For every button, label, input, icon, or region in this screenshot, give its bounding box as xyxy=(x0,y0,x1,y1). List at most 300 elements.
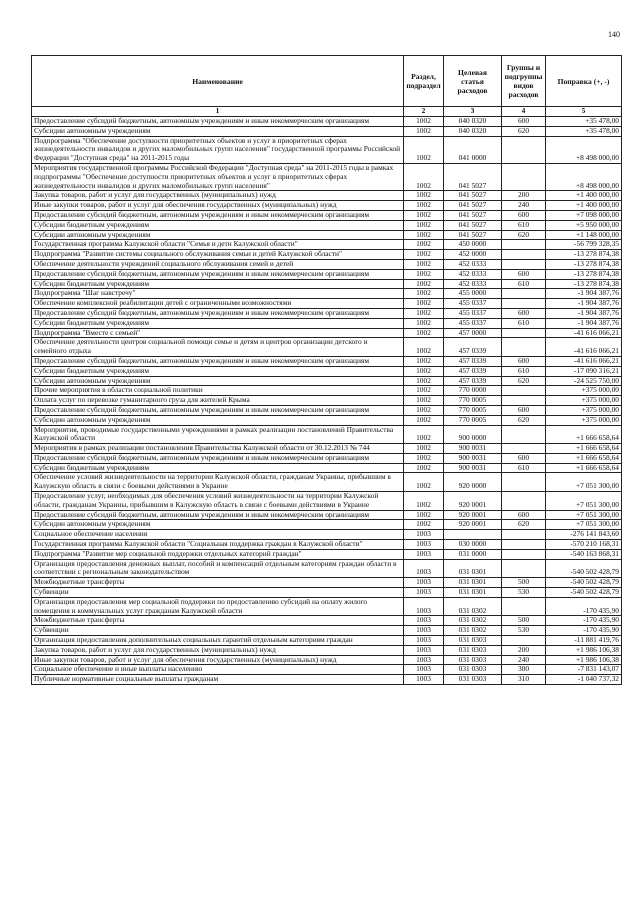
row-name: Оплата услуг по перевозке гуманитарного груза для жителей Крыма xyxy=(32,396,404,406)
row-name: Субсидии автономным учреждениям xyxy=(32,126,404,136)
row-name: Предоставление субсидий бюджетным, автономным учреждениям и иным некоммерческим организациям xyxy=(32,117,404,127)
row-group xyxy=(502,597,546,616)
row-group xyxy=(502,299,546,309)
row-section: 1002 xyxy=(404,250,444,260)
row-amendment: -17 090 316,21 xyxy=(546,366,622,376)
row-amendment: +35 478,00 xyxy=(546,117,622,127)
row-group: 200 xyxy=(502,191,546,201)
row-group: 600 xyxy=(502,510,546,520)
row-group: 610 xyxy=(502,463,546,473)
table-row xyxy=(32,405,622,415)
row-article: 031 0303 xyxy=(444,636,502,646)
row-article: 920 0001 xyxy=(444,520,502,530)
row-group: 600 xyxy=(502,269,546,279)
row-name: Публичные нормативные социальные выплаты гражданам xyxy=(32,675,404,685)
row-amendment: +5 950 000,00 xyxy=(546,220,622,230)
row-name: Мероприятия в рамках реализации постановления Правительства Калужской области от 30.12.2013 № 744 xyxy=(32,444,404,454)
row-amendment: -170 435,90 xyxy=(546,626,622,636)
row-name: Подпрограмма "Развитие мер социальной поддержки отдельных категорий граждан" xyxy=(32,549,404,559)
row-name: Межбюджетные трансферты xyxy=(32,616,404,626)
row-group: 600 xyxy=(502,405,546,415)
table-row xyxy=(32,530,622,540)
table-row xyxy=(32,559,622,578)
row-group xyxy=(502,250,546,260)
table-row xyxy=(32,230,622,240)
table-row xyxy=(32,665,622,675)
row-group: 200 xyxy=(502,645,546,655)
table-row xyxy=(32,473,622,492)
row-amendment: -170 435,90 xyxy=(546,597,622,616)
header-group: Группы и подгруппы видов расходов xyxy=(502,56,546,107)
row-article: 900 0031 xyxy=(444,463,502,473)
column-number: 5 xyxy=(546,107,622,117)
row-name: Субсидии бюджетным учреждениям xyxy=(32,366,404,376)
row-group: 620 xyxy=(502,520,546,530)
row-article: 770 0005 xyxy=(444,405,502,415)
row-section: 1002 xyxy=(404,328,444,338)
table-row xyxy=(32,626,622,636)
row-group xyxy=(502,136,546,163)
row-article: 457 0339 xyxy=(444,366,502,376)
row-amendment: -13 278 874,38 xyxy=(546,250,622,260)
header-amendment: Поправка (+, -) xyxy=(546,56,622,107)
row-article: 031 0303 xyxy=(444,645,502,655)
table-row xyxy=(32,578,622,588)
row-name: Обеспечение деятельности центров социальной помощи семье и детям и центров организации детского и семейного отдыха xyxy=(32,338,404,357)
row-group: 600 xyxy=(502,117,546,127)
row-group: 600 xyxy=(502,356,546,366)
row-name: Обеспечение комплексной реабилитации детей с ограниченными возможностями xyxy=(32,299,404,309)
row-section: 1002 xyxy=(404,279,444,289)
row-article: 770 0005 xyxy=(444,396,502,406)
row-name: Субсидии автономным учреждениям xyxy=(32,415,404,425)
row-name: Закупка товаров, работ и услуг для государственных (муниципальных) нужд xyxy=(32,191,404,201)
table-row xyxy=(32,492,622,511)
row-group: 610 xyxy=(502,220,546,230)
row-section: 1003 xyxy=(404,540,444,550)
row-amendment: +375 000,00 xyxy=(546,405,622,415)
row-article: 031 0000 xyxy=(444,549,502,559)
row-group: 610 xyxy=(502,366,546,376)
table-row xyxy=(32,259,622,269)
row-section: 1002 xyxy=(404,289,444,299)
row-group: 610 xyxy=(502,318,546,328)
row-article: 452 0333 xyxy=(444,279,502,289)
table-row xyxy=(32,510,622,520)
row-name: Обеспечение условий жизнедеятельности на территории Калужской области, гражданам Украины, прибывшим в Калужскую область в связи с боевыми действиями в Украине xyxy=(32,473,404,492)
row-article: 031 0303 xyxy=(444,655,502,665)
row-article: 457 0339 xyxy=(444,356,502,366)
row-section: 1003 xyxy=(404,675,444,685)
row-name: Государственная программа Калужской области "Социальная поддержка граждан в Калужской области" xyxy=(32,540,404,550)
row-group xyxy=(502,549,546,559)
row-section: 1002 xyxy=(404,415,444,425)
row-group: 240 xyxy=(502,655,546,665)
row-article: 041 5027 xyxy=(444,210,502,220)
row-name: Иные закупки товаров, работ и услуг для обеспечения государственных (муниципальных) нужд xyxy=(32,655,404,665)
row-section: 1003 xyxy=(404,578,444,588)
row-name: Подпрограмма "Обеспечение доступности приоритетных объектов и услуг в приоритетных сферах жизнедеятельности инвалидов и других маломобильных групп населения" государственной программы Российской Федерации "Доступная среда" на 2011-2015 годы xyxy=(32,136,404,163)
row-name: Организация предоставления денежных выплат, пособий и компенсаций отдельным категориям граждан области в соответствии с региональным законодательством xyxy=(32,559,404,578)
row-name: Межбюджетные трансферты xyxy=(32,578,404,588)
table-row xyxy=(32,269,622,279)
row-article: 920 0000 xyxy=(444,473,502,492)
row-section: 1002 xyxy=(404,366,444,376)
row-article: 031 0302 xyxy=(444,597,502,616)
row-group xyxy=(502,163,546,190)
row-article: 452 0000 xyxy=(444,250,502,260)
row-article: 040 0320 xyxy=(444,126,502,136)
row-name: Субсидии автономным учреждениям xyxy=(32,376,404,386)
table-row xyxy=(32,328,622,338)
row-name: Обеспечение деятельности учреждений социального обслуживания семей и детей xyxy=(32,259,404,269)
row-article: 452 0333 xyxy=(444,269,502,279)
table-row xyxy=(32,250,622,260)
row-article: 030 0000 xyxy=(444,540,502,550)
row-section: 1002 xyxy=(404,510,444,520)
row-section: 1002 xyxy=(404,338,444,357)
row-article: 031 0303 xyxy=(444,665,502,675)
row-amendment: -540 502 428,79 xyxy=(546,588,622,598)
row-group xyxy=(502,338,546,357)
row-article: 455 0337 xyxy=(444,308,502,318)
row-section: 1002 xyxy=(404,240,444,250)
row-group: 620 xyxy=(502,230,546,240)
row-section: 1002 xyxy=(404,376,444,386)
row-amendment: -11 881 419,76 xyxy=(546,636,622,646)
row-amendment: -1 904 387,76 xyxy=(546,318,622,328)
column-number: 3 xyxy=(444,107,502,117)
row-article: 455 0337 xyxy=(444,299,502,309)
row-article: 455 0337 xyxy=(444,318,502,328)
row-section: 1003 xyxy=(404,616,444,626)
row-group xyxy=(502,386,546,396)
row-amendment: -570 210 168,31 xyxy=(546,540,622,550)
row-amendment: -1 904 387,76 xyxy=(546,289,622,299)
row-article: 900 0031 xyxy=(444,444,502,454)
row-name: Организация предоставления мер социальной поддержки по предоставлению субсидий на оплату жилого помещения и коммунальных услуг гражданам Калужской области xyxy=(32,597,404,616)
row-name: Субвенции xyxy=(32,626,404,636)
row-section: 1002 xyxy=(404,230,444,240)
row-amendment: +7 051 300,00 xyxy=(546,492,622,511)
row-amendment: +8 498 000,00 xyxy=(546,163,622,190)
row-section: 1002 xyxy=(404,201,444,211)
row-group xyxy=(502,328,546,338)
row-amendment: -540 163 868,31 xyxy=(546,549,622,559)
row-group: 600 xyxy=(502,210,546,220)
row-amendment: +1 986 106,38 xyxy=(546,655,622,665)
row-group xyxy=(502,425,546,444)
row-amendment: +7 051 300,00 xyxy=(546,510,622,520)
row-article: 041 5027 xyxy=(444,220,502,230)
row-name: Субсидии бюджетным учреждениям xyxy=(32,318,404,328)
row-name: Субсидии автономным учреждениям xyxy=(32,520,404,530)
row-section: 1002 xyxy=(404,269,444,279)
row-section: 1003 xyxy=(404,530,444,540)
row-amendment: +35 478,00 xyxy=(546,126,622,136)
table-row xyxy=(32,299,622,309)
table-row xyxy=(32,655,622,665)
row-article: 457 0339 xyxy=(444,338,502,357)
table-row xyxy=(32,453,622,463)
row-article: 900 0031 xyxy=(444,453,502,463)
row-section: 1002 xyxy=(404,136,444,163)
row-group xyxy=(502,636,546,646)
row-name: Подпрограмма "Развитие системы социального обслуживания семьи и детей Калужской области" xyxy=(32,250,404,260)
table-row xyxy=(32,597,622,616)
row-name: Предоставление субсидий бюджетным, автономным учреждениям и иным некоммерческим организациям xyxy=(32,453,404,463)
row-section: 1003 xyxy=(404,645,444,655)
row-article: 457 0000 xyxy=(444,328,502,338)
row-section: 1002 xyxy=(404,386,444,396)
table-row xyxy=(32,549,622,559)
row-name: Социальное обеспечение и иные выплаты населению xyxy=(32,665,404,675)
table-row xyxy=(32,163,622,190)
table-row xyxy=(32,376,622,386)
table-row xyxy=(32,675,622,685)
row-group xyxy=(502,396,546,406)
row-name: Предоставление субсидий бюджетным, автономным учреждениям и иным некоммерческим организациям xyxy=(32,308,404,318)
row-name: Субсидии бюджетным учреждениям xyxy=(32,463,404,473)
row-section: 1002 xyxy=(404,299,444,309)
row-amendment: +8 498 000,00 xyxy=(546,136,622,163)
table-row xyxy=(32,588,622,598)
row-amendment: -41 616 066,21 xyxy=(546,356,622,366)
table-row xyxy=(32,279,622,289)
row-amendment: +1 148 000,00 xyxy=(546,230,622,240)
row-section: 1003 xyxy=(404,655,444,665)
row-name: Государственная программа Калужской области "Семья и дети Калужской области" xyxy=(32,240,404,250)
row-section: 1002 xyxy=(404,425,444,444)
column-number: 1 xyxy=(32,107,404,117)
row-group: 600 xyxy=(502,308,546,318)
row-group: 310 xyxy=(502,675,546,685)
row-article: 920 0001 xyxy=(444,492,502,511)
row-name: Иные закупки товаров, работ и услуг для обеспечения государственных (муниципальных) нужд xyxy=(32,201,404,211)
table-row xyxy=(32,444,622,454)
row-section: 1003 xyxy=(404,597,444,616)
table-row xyxy=(32,616,622,626)
table-row xyxy=(32,386,622,396)
row-section: 1003 xyxy=(404,549,444,559)
row-section: 1002 xyxy=(404,405,444,415)
row-name: Социальное обеспечение населения xyxy=(32,530,404,540)
row-group: 300 xyxy=(502,665,546,675)
budget-amendments-table xyxy=(31,55,622,685)
row-group: 610 xyxy=(502,279,546,289)
row-article: 041 5027 xyxy=(444,191,502,201)
row-group: 600 xyxy=(502,453,546,463)
row-group xyxy=(502,259,546,269)
row-amendment: -540 502 428,79 xyxy=(546,559,622,578)
column-numbers-row xyxy=(32,107,622,117)
row-amendment: -7 831 143,07 xyxy=(546,665,622,675)
table-row xyxy=(32,210,622,220)
table-body xyxy=(32,117,622,685)
row-section: 1002 xyxy=(404,356,444,366)
row-group: 500 xyxy=(502,578,546,588)
row-amendment: +1 666 658,64 xyxy=(546,463,622,473)
row-section: 1002 xyxy=(404,117,444,127)
header-name: Наименование xyxy=(32,56,404,107)
row-amendment: +375 000,00 xyxy=(546,396,622,406)
page-number: 140 xyxy=(608,30,620,39)
table-row xyxy=(32,117,622,127)
table-header-row xyxy=(32,56,622,107)
table-row xyxy=(32,338,622,357)
table-row xyxy=(32,636,622,646)
row-amendment: -540 502 428,79 xyxy=(546,578,622,588)
table-row xyxy=(32,220,622,230)
row-article: 031 0301 xyxy=(444,578,502,588)
table-row xyxy=(32,520,622,530)
row-section: 1002 xyxy=(404,453,444,463)
row-amendment: -41 616 066,21 xyxy=(546,328,622,338)
row-amendment: +1 400 000,00 xyxy=(546,191,622,201)
row-section: 1002 xyxy=(404,444,444,454)
row-amendment: -276 141 843,60 xyxy=(546,530,622,540)
row-group xyxy=(502,444,546,454)
table-row xyxy=(32,366,622,376)
row-article: 040 0320 xyxy=(444,117,502,127)
table-row xyxy=(32,289,622,299)
row-name: Мероприятия, проводимые государственными учреждениями в рамках реализации постановлений Правительства Калужской области xyxy=(32,425,404,444)
row-amendment: -170 435,90 xyxy=(546,616,622,626)
row-article: 920 0001 xyxy=(444,510,502,520)
row-name: Прочие мероприятия в области социальной политики xyxy=(32,386,404,396)
row-section: 1003 xyxy=(404,626,444,636)
table-row xyxy=(32,463,622,473)
row-name: Организация предоставления дополнительных социальных гарантий отдельным категориям граждан xyxy=(32,636,404,646)
column-number: 4 xyxy=(502,107,546,117)
row-section: 1002 xyxy=(404,191,444,201)
row-section: 1002 xyxy=(404,126,444,136)
row-amendment: +7 098 000,00 xyxy=(546,210,622,220)
table-row xyxy=(32,191,622,201)
row-amendment: +7 051 300,00 xyxy=(546,473,622,492)
table-row xyxy=(32,540,622,550)
row-name: Мероприятия государственной программы Российской Федерации "Доступная среда" на 2011-2015 годы в рамках подпрограммы "Обеспечение доступности приоритетных объектов и услуг в приоритетных сферах жизнедеятельности инвалидов и других маломобильных групп населения" xyxy=(32,163,404,190)
row-name: Подпрограмма "Вместе с семьей" xyxy=(32,328,404,338)
row-article: 031 0301 xyxy=(444,588,502,598)
row-section: 1002 xyxy=(404,318,444,328)
table-row xyxy=(32,201,622,211)
row-article: 031 0303 xyxy=(444,675,502,685)
row-amendment: -41 616 066,21 xyxy=(546,338,622,357)
table-row xyxy=(32,308,622,318)
row-name: Предоставление субсидий бюджетным, автономным учреждениям и иным некоммерческим организациям xyxy=(32,210,404,220)
row-amendment: -1 040 737,32 xyxy=(546,675,622,685)
row-article: 452 0333 xyxy=(444,259,502,269)
row-amendment: -1 904 387,76 xyxy=(546,308,622,318)
row-section: 1002 xyxy=(404,492,444,511)
row-article: 041 0000 xyxy=(444,136,502,163)
row-amendment: +375 000,00 xyxy=(546,415,622,425)
column-number: 2 xyxy=(404,107,444,117)
row-group xyxy=(502,492,546,511)
row-section: 1002 xyxy=(404,396,444,406)
row-article: 041 5027 xyxy=(444,230,502,240)
row-amendment: +1 986 106,38 xyxy=(546,645,622,655)
row-article: 041 5027 xyxy=(444,201,502,211)
row-section: 1003 xyxy=(404,636,444,646)
row-article: 031 0301 xyxy=(444,559,502,578)
row-group: 620 xyxy=(502,126,546,136)
row-amendment: -1 904 387,76 xyxy=(546,299,622,309)
row-article: 770 0000 xyxy=(444,386,502,396)
row-section: 1003 xyxy=(404,559,444,578)
table-row xyxy=(32,356,622,366)
row-name: Субсидии бюджетным учреждениям xyxy=(32,279,404,289)
row-name: Предоставление субсидий бюджетным, автономным учреждениям и иным некоммерческим организациям xyxy=(32,510,404,520)
table-row xyxy=(32,425,622,444)
row-article: 770 0005 xyxy=(444,415,502,425)
row-name: Предоставление субсидий бюджетным, автономным учреждениям и иным некоммерческим организациям xyxy=(32,356,404,366)
row-name: Субвенции xyxy=(32,588,404,598)
row-amendment: -13 278 874,38 xyxy=(546,259,622,269)
row-section: 1002 xyxy=(404,220,444,230)
row-group: 620 xyxy=(502,376,546,386)
table-row xyxy=(32,415,622,425)
row-group xyxy=(502,289,546,299)
header-section: Раздел, подраздел xyxy=(404,56,444,107)
row-section: 1002 xyxy=(404,163,444,190)
row-amendment: +375 000,00 xyxy=(546,386,622,396)
row-group: 500 xyxy=(502,616,546,626)
row-section: 1002 xyxy=(404,210,444,220)
row-name: Предоставление услуг, необходимых для обеспечения условий жизнедеятельности на территории Калужской области, гражданам Украины, прибывшим в Калужскую область в связи с боевыми действиями в Украине xyxy=(32,492,404,511)
row-group xyxy=(502,540,546,550)
row-section: 1002 xyxy=(404,463,444,473)
row-name: Субсидии бюджетным учреждениям xyxy=(32,220,404,230)
row-name: Подпрограмма "Шаг навстречу" xyxy=(32,289,404,299)
row-name: Субсидии автономным учреждениям xyxy=(32,230,404,240)
row-article: 900 0000 xyxy=(444,425,502,444)
row-amendment: +1 666 658,64 xyxy=(546,453,622,463)
row-group xyxy=(502,473,546,492)
row-section: 1002 xyxy=(404,308,444,318)
row-amendment: +7 051 300,00 xyxy=(546,520,622,530)
row-section: 1003 xyxy=(404,665,444,675)
row-group: 530 xyxy=(502,626,546,636)
row-group xyxy=(502,530,546,540)
row-article: 041 5027 xyxy=(444,163,502,190)
row-article: 450 0000 xyxy=(444,240,502,250)
row-section: 1002 xyxy=(404,473,444,492)
table-row xyxy=(32,240,622,250)
row-group: 530 xyxy=(502,588,546,598)
row-article: 031 0302 xyxy=(444,616,502,626)
table-row xyxy=(32,318,622,328)
table-row xyxy=(32,136,622,163)
row-amendment: -13 278 874,38 xyxy=(546,279,622,289)
row-amendment: -24 525 750,00 xyxy=(546,376,622,386)
row-group xyxy=(502,559,546,578)
table-row xyxy=(32,396,622,406)
row-section: 1002 xyxy=(404,520,444,530)
row-name: Предоставление субсидий бюджетным, автономным учреждениям и иным некоммерческим организациям xyxy=(32,405,404,415)
row-amendment: +1 666 658,64 xyxy=(546,444,622,454)
row-group: 240 xyxy=(502,201,546,211)
table-row xyxy=(32,645,622,655)
header-article: Целевая статья расходов xyxy=(444,56,502,107)
row-article: 455 0000 xyxy=(444,289,502,299)
row-article: 031 0302 xyxy=(444,626,502,636)
row-section: 1002 xyxy=(404,259,444,269)
row-article xyxy=(444,530,502,540)
row-amendment: -13 278 874,38 xyxy=(546,269,622,279)
row-group xyxy=(502,240,546,250)
